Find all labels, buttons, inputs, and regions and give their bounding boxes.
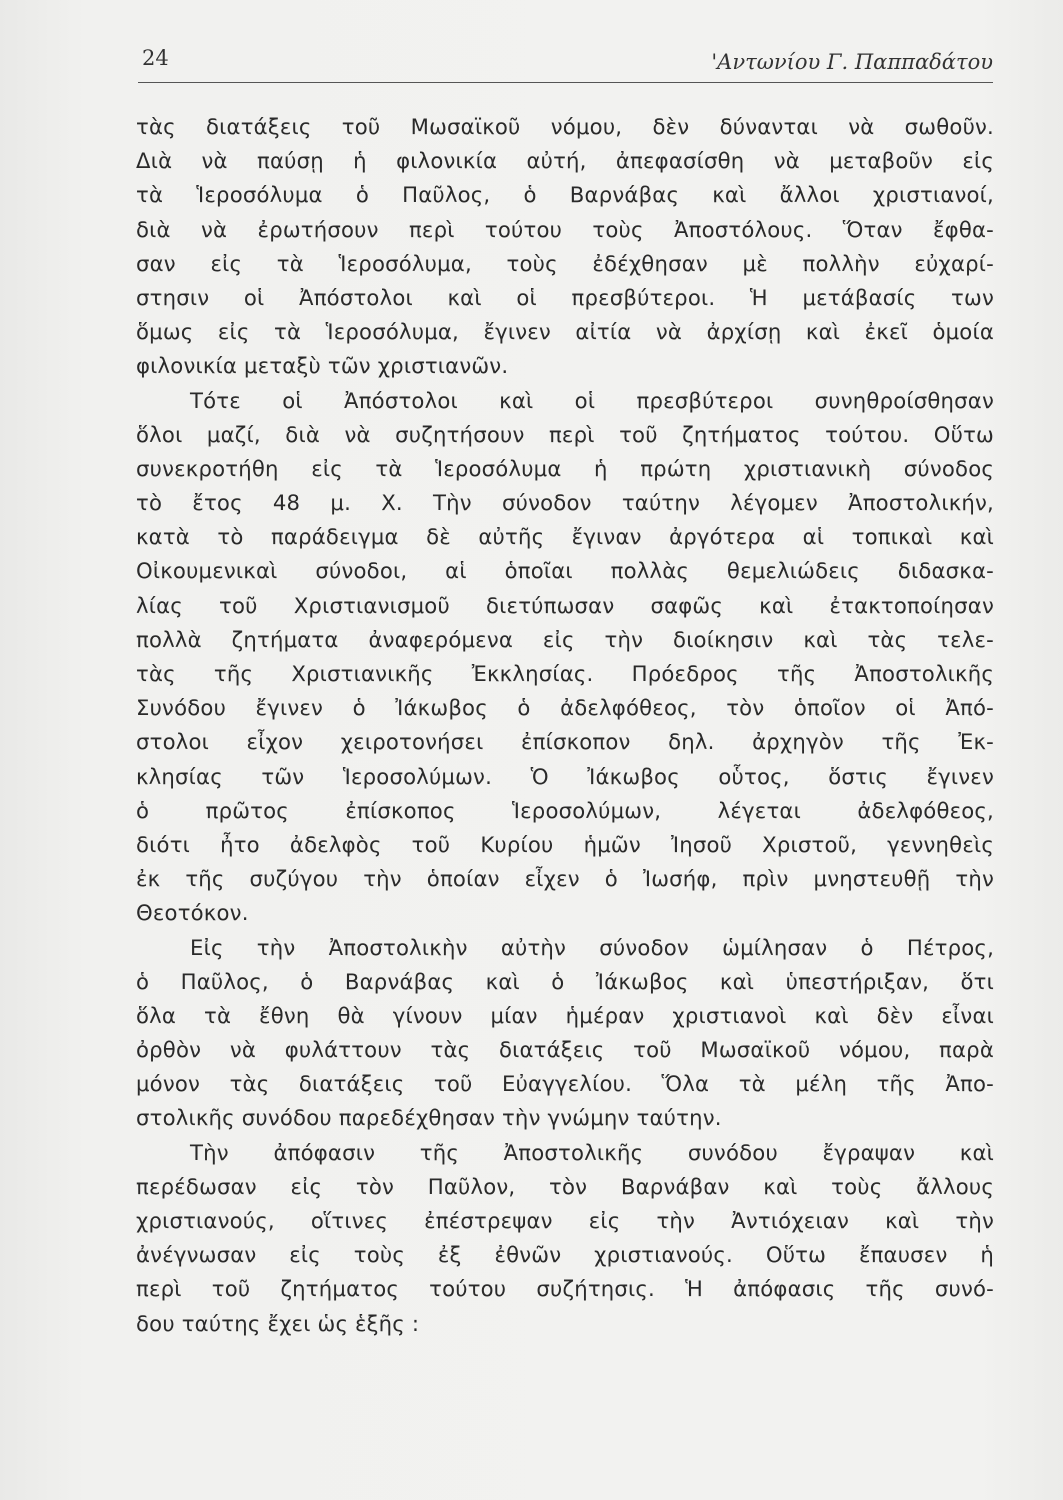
text-line: ἐκ τῆς συζύγου τὴν ὁποίαν εἶχεν ὁ Ἰωσήφ, πρὶν μνηστευθῇ τὴν — [136, 866, 994, 892]
text-line: τὸ ἔτος 48 μ. Χ. Τὴν σύνοδον ταύτην λέγομεν Ἀποστολικήν, — [136, 490, 994, 516]
text-line: χριστιανούς, οἵτινες ἐπέστρεψαν εἰς τὴν Ἀντιόχειαν καὶ τὴν — [136, 1208, 994, 1233]
text-line: σαν εἰς τὰ Ἱεροσόλυμα, τοὺς ἐδέχθησαν μὲ πολλὴν εὐχαρί- — [136, 250, 994, 276]
text-line: περέδωσαν εἰς τὸν Παῦλον, τὸν Βαρνάβαν καὶ τοὺς ἄλλους — [136, 1173, 994, 1199]
page-number: 24 — [142, 46, 169, 70]
text-line: Τότε οἱ Ἀπόστολοι καὶ οἱ πρεσβύτεροι συνηθροίσθησαν — [190, 387, 994, 413]
text-line: Οἰκουμενικαὶ σύνοδοι, αἱ ὁποῖαι πολλὰς θεμελιώδεις διδασκα- — [136, 558, 994, 584]
text-line: περὶ τοῦ ζητήματος τούτου συζήτησις. Ἡ ἀπόφασις τῆς συνό- — [136, 1276, 994, 1302]
text-line: στησιν οἱ Ἀπόστολοι καὶ οἱ πρεσβύτεροι. Ἡ μετάβασίς των — [136, 284, 994, 310]
header-rule — [138, 82, 993, 83]
text-line: λίας τοῦ Χριστιανισμοῦ διετύπωσαν σαφῶς καὶ ἐτακτοποίησαν — [136, 592, 994, 618]
text-line: κλησίας τῶν Ἱεροσολύμων. Ὁ Ἰάκωβος οὗτος, ὅστις ἔγινεν — [136, 763, 994, 789]
body-text — [136, 110, 994, 1341]
text-line: τὰς διατάξεις τοῦ Μωσαϊκοῦ νόμου, δὲν δύνανται νὰ σωθοῦν. — [136, 114, 994, 139]
text-line: διὰ νὰ ἐρωτήσουν περὶ τούτου τοὺς Ἀποστόλους. Ὅταν ἔφθα- — [136, 216, 994, 242]
text-line: πολλὰ ζητήματα ἀναφερόμενα εἰς τὴν διοίκησιν καὶ τὰς τελε- — [136, 626, 994, 652]
text-line: στολικῆς συνόδου παρεδέχθησαν τὴν γνώμην ταύτην. — [136, 1105, 722, 1131]
text-line: Θεοτόκον. — [136, 900, 249, 926]
text-line: ἀνέγνωσαν εἰς τοὺς ἐξ ἐθνῶν χριστιανούς. Οὕτω ἔπαυσεν ἡ — [136, 1242, 994, 1268]
text-line: κατὰ τὸ παράδειγμα δὲ αὐτῆς ἔγιναν ἀργότερα αἱ τοπικαὶ καὶ — [136, 524, 994, 550]
text-line: Τὴν ἀπόφασιν τῆς Ἀποστολικῆς συνόδου ἔγραψαν καὶ — [190, 1139, 994, 1165]
text-line: ὅλα τὰ ἔθνη θὰ γίνουν μίαν ἡμέραν χριστιανοὶ καὶ δὲν εἶναι — [136, 1002, 994, 1028]
text-line: δου ταύτης ἔχει ὡς ἑξῆς : — [136, 1310, 420, 1336]
text-line: Συνόδου ἔγινεν ὁ Ἰάκωβος ὁ ἀδελφόθεος, τὸν ὁποῖον οἱ Ἀπό- — [136, 695, 994, 721]
text-line: ὁ πρῶτος ἐπίσκοπος Ἱεροσολύμων, λέγεται ἀδελφόθεος, — [136, 797, 994, 823]
page-header — [138, 44, 993, 84]
text-line: ὁ Παῦλος, ὁ Βαρνάβας καὶ ὁ Ἰάκωβος καὶ ὑπεστήριξαν, ὅτι — [136, 968, 994, 994]
text-line: τὰς τῆς Χριστιανικῆς Ἐκκλησίας. Πρόεδρος τῆς Ἀποστολικῆς — [136, 661, 994, 686]
text-line: ὅμως εἰς τὰ Ἱεροσόλυμα, ἔγινεν αἰτία νὰ ἀρχίσῃ καὶ ἐκεῖ ὁμοία — [136, 319, 994, 345]
text-line: φιλονικία μεταξὺ τῶν χριστιανῶν. — [136, 353, 509, 379]
running-title: 'Αντωνίου Γ. Παππαδάτου — [711, 50, 993, 74]
text-line: συνεκροτήθη εἰς τὰ Ἱεροσόλυμα ἡ πρώτη χριστιανικὴ σύνοδος — [136, 455, 994, 481]
text-line: στολοι εἶχον χειροτονήσει ἐπίσκοπον δηλ. ἀρχηγὸν τῆς Ἐκ- — [136, 729, 994, 755]
text-line: ὀρθὸν νὰ φυλάττουν τὰς διατάξεις τοῦ Μωσαϊκοῦ νόμου, παρὰ — [136, 1037, 994, 1063]
text-line: Εἰς τὴν Ἀποστολικὴν αὐτὴν σύνοδον ὡμίλησαν ὁ Πέτρος, — [190, 934, 994, 960]
text-line: μόνον τὰς διατάξεις τοῦ Εὐαγγελίου. Ὅλα τὰ μέλη τῆς Ἀπο- — [136, 1071, 994, 1097]
text-line: τὰ Ἱεροσόλυμα ὁ Παῦλος, ὁ Βαρνάβας καὶ ἄλλοι χριστιανοί, — [136, 182, 994, 208]
text-line: διότι ἦτο ἀδελφὸς τοῦ Κυρίου ἡμῶν Ἰησοῦ Χριστοῦ, γεννηθεὶς — [136, 831, 994, 857]
text-line: ὅλοι μαζί, διὰ νὰ συζητήσουν περὶ τοῦ ζητήματος τούτου. Οὕτω — [136, 421, 994, 447]
text-line: Διὰ νὰ παύσῃ ἡ φιλονικία αὐτή, ἀπεφασίσθη νὰ μεταβοῦν εἰς — [136, 148, 994, 174]
